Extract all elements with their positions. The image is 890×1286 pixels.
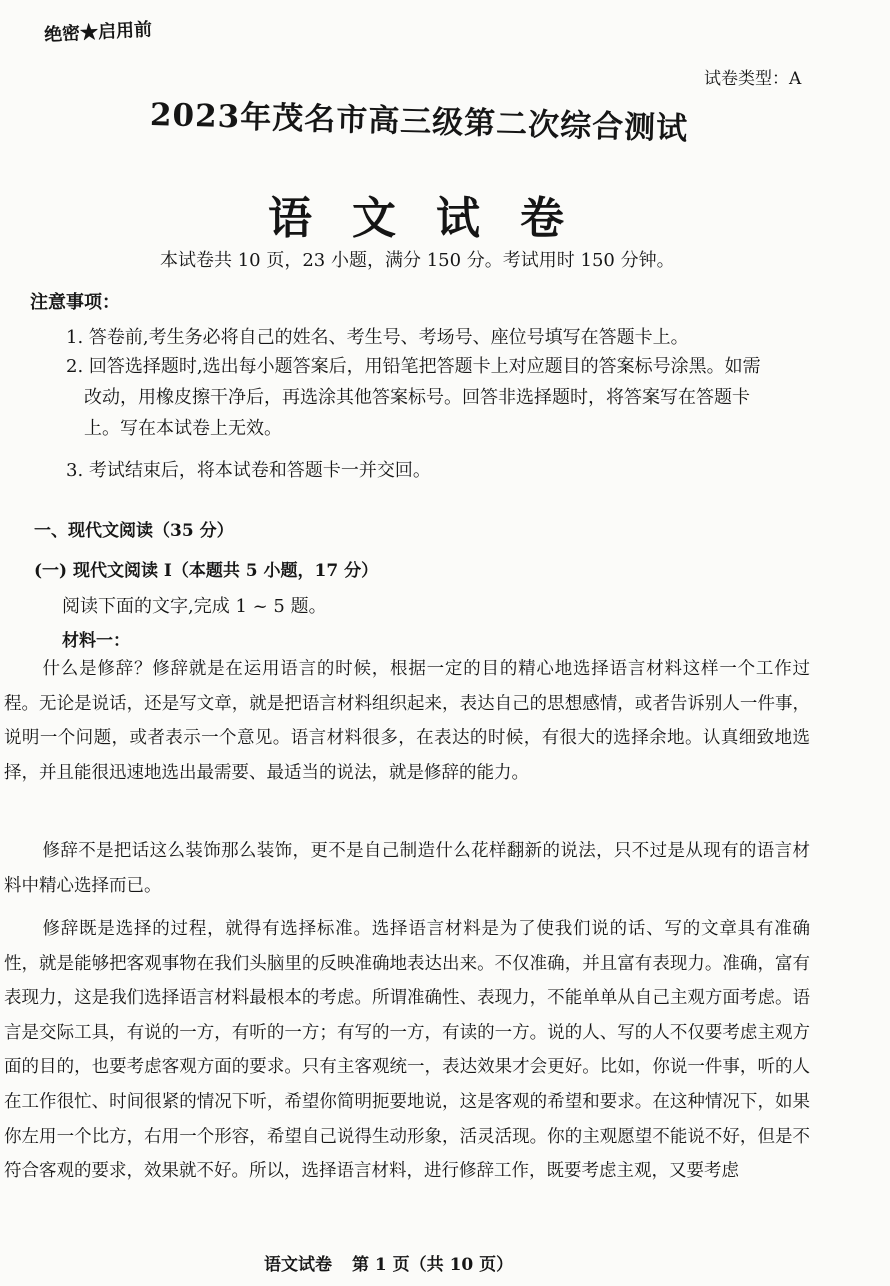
footer-page-number: 第 1 页（共 10 页） [352, 1255, 514, 1275]
material-label: 材料一： [62, 631, 130, 651]
section-title: 一、现代文阅读（35 分） [34, 521, 234, 541]
notice-item-1: 1. 答卷前,考生务必将自己的姓名、考生号、考场号、座位号填写在答题卡上。 [66, 327, 689, 348]
reading-instruction: 阅读下面的文字,完成 1 ~ 5 题。 [62, 596, 327, 617]
paper-info: 本试卷共 10 页，23 小题，满分 150 分。考试用时 150 分钟。 [160, 250, 675, 271]
passage-paragraph-2: 修辞不是把话这么装饰那么装饰，更不是自己制造什么花样翻新的说法，只不过是从现有的语言材料中精心选择而已。 [4, 841, 810, 896]
page-footer [264, 1250, 533, 1275]
confidential-label: 绝密★启用前 [43, 19, 153, 46]
footer-subject: 语文试卷 [264, 1255, 332, 1275]
exam-title: 2023年茂名市高三级第二次综合测试 [149, 96, 689, 148]
paper-type: 试卷类型：A [704, 69, 802, 89]
notice-item-3: 3. 考试结束后，将本试卷和答题卡一并交回。 [66, 460, 431, 481]
notice-heading: 注意事项： [30, 292, 120, 313]
notice-item-2-line-3: 上。写在本试卷上无效。 [84, 418, 282, 439]
passage-paragraph-1: 什么是修辞？修辞就是在运用语言的时候，根据一定的目的精心地选择语言材料这样一个工作过程。无论是说话，还是写文章，就是把语言材料组织起来，表达自己的思想感情，或者告诉别人一件事，说明一个问题，或者表示一个意见。语言材料很多，在表达的时候，有很大的选择余地。认真细致地选择，并且能很迅速地选出最需要、最适当的说法，就是修辞的能力。 [4, 659, 810, 783]
notice-item-2-line-2: 改动，用橡皮擦干净后，再选涂其他答案标号。回答非选择题时，将答案写在答题卡 [84, 387, 750, 408]
notice-item-2-line-1: 2. 回答选择题时,选出每小题答案后，用铅笔把答题卡上对应题目的答案标号涂黑。如需 [66, 356, 761, 377]
paper-title: 语文试卷 [268, 193, 604, 244]
subsection-title: (一) 现代文阅读 I（本题共 5 小题，17 分） [34, 561, 379, 581]
passage-paragraph-3: 修辞既是选择的过程，就得有选择标准。选择语言材料是为了使我们说的话、写的文章具有准确性，就是能够把客观事物在我们头脑里的反映准确地表达出来。不仅准确，并且富有表现力。准确，富有表现力，这是我们选择语言材料最根本的考虑。所谓准确性、表现力，不能单单从自己主观方面考虑。语言是交际工具，有说的一方，有听的一方；有写的一方，有读的一方。说的人、写的人不仅要考虑主观方面的目的，也要考虑客观方面的要求。只有主客观统一，表达效果才会更好。比如，你说一件事，听的人在工作很忙、时间很紧的情况下听，希望你简明扼要地说，这是客观的希望和要求。在这种情况下，如果你左用一个比方，右用一个形容，希望自己说得生动形象，活灵活现。你的主观愿望不能说不好，但是不符合客观的要求，效果就不好。所以，选择语言材料，进行修辞工作，既要考虑主观，又要考虑 [4, 919, 810, 1182]
